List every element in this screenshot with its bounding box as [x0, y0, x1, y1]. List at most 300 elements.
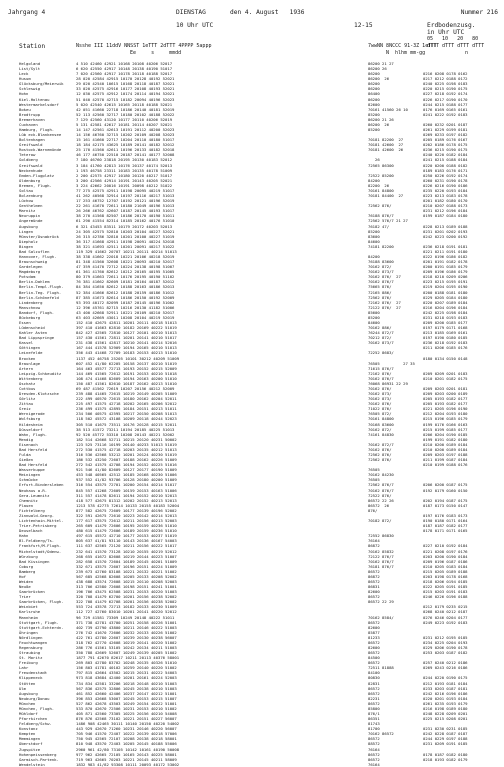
station-name: Fulda — [19, 452, 31, 458]
group-codes: 76181 876/7 — [368, 563, 394, 569]
station-name: Gießen — [19, 457, 34, 463]
group-codes: 86200 21 26 — [368, 116, 394, 122]
synop-codes: 76 381 41662 82609 10181 20164 40187 52012 — [76, 279, 175, 285]
station-name: Bamberg — [19, 568, 36, 574]
soil-temperatures: 0219 0204 0195 0190 — [423, 284, 468, 290]
synop-codes: 272 530 41575 42718 10203 20135 40212 51013 — [76, 446, 177, 452]
synop-codes: 156 803 41781 40102 10259 20140 40220 51002 — [76, 665, 177, 671]
code-column-header: Nsshe III 11ddV NNSST 1eTTT 2dTTT 4PPPP 5appp — [76, 43, 212, 49]
synop-codes: 1 193 46758 23311 10183 20135 40178 51009 — [76, 167, 173, 173]
station-name: Lingen — [19, 228, 34, 234]
group-codes: 76068 86931 22 29 — [368, 380, 408, 386]
group-codes: 70162 8584/ — [368, 614, 394, 620]
hour-range-label: 12-15 — [354, 22, 373, 29]
group-codes: 86572 — [368, 619, 380, 625]
synop-codes: 47 359 41470 72712 10224 20138 40198 51007 — [76, 264, 175, 270]
group-codes: 82200 26 — [368, 182, 390, 188]
soil-temperatures: 0223 0215 0195 0191 — [423, 279, 468, 285]
soil-temperatures: 0209 0196 0186 0179 — [423, 269, 468, 275]
synop-codes: 92 520 45772 53310 10208 20143 40221 52002 — [76, 431, 175, 437]
station-name: Feldberg/Schw. — [19, 721, 52, 727]
station-name: Berlin-Templ.Flugh. — [19, 284, 64, 290]
soil-temperatures: 0197 0176 0183 0173 — [423, 512, 468, 518]
group-codes: 86572 — [368, 736, 380, 742]
station-name: Memmingen — [19, 736, 41, 742]
group-codes: 70212 872/ — [368, 335, 392, 341]
station-name: Brocken — [19, 355, 36, 361]
soil-temperatures: 0216 0198 0189 0180 — [423, 705, 468, 711]
synop-codes: 196 706 43475 62508 10231 20153 40220 51003 — [76, 589, 177, 595]
synop-codes: 527 862 42678 43503 10249 20154 40222 51001 — [76, 700, 177, 706]
station-table — [0, 61, 504, 767]
station-name: Stötten — [19, 680, 36, 686]
synop-codes: 69 487 41562 72619 10207 20156 40212 52009 — [76, 386, 175, 391]
soil-temperatures: 0203 0200 0190 0184 — [423, 553, 468, 559]
station-name: Hamburg, Flugh. — [19, 127, 55, 133]
group-codes: 76182 47/ — [368, 223, 390, 229]
group-codes: 26 — [368, 157, 380, 163]
soil-temperatures: 0268 0240 0212 0187 — [423, 609, 468, 615]
soil-temperatures: 0223 0213 0183 0178 — [423, 193, 468, 199]
synop-codes: 51 040 42570 42715 10182 20094 40196 52023 — [76, 96, 175, 102]
station-name: Schmücke — [19, 477, 38, 483]
station-name: Wahn, Flugh. — [19, 431, 48, 437]
group-codes: 80830 — [368, 675, 380, 681]
group-codes: 86572 — [368, 685, 380, 691]
station-name: Cuxhaven — [19, 121, 38, 127]
group-codes: 70161 41560 26 10 — [368, 106, 408, 112]
station-name: Münster/Osnabrück — [19, 233, 59, 239]
soil-temperatures: 0209 0209 0201 0183 — [423, 370, 468, 376]
station-name: Marnitz — [19, 208, 36, 214]
station-name: List/Sylt — [19, 66, 41, 72]
soil-temperatures: 0220 0200 0188 0182 — [423, 162, 468, 168]
synop-codes: 232 641 41570 73128 10210 20155 40219 52012 — [76, 548, 177, 554]
soil-temperatures: 0242 0223 0200 0192 — [423, 233, 468, 239]
synop-codes: 332 671 43575 72607 10196 20151 40224 51009 — [76, 563, 177, 569]
station-name: Bandorf, Flugh. — [19, 309, 55, 315]
station-name: Bl.Feldberg/Ts. — [19, 538, 55, 544]
group-codes: 70162 876/7 — [368, 375, 394, 381]
station-name: Wittenberg — [19, 375, 43, 381]
station-name: Wernigerode — [19, 411, 45, 417]
soil-temperatures: 0199 0191 0182 0180 — [423, 436, 468, 442]
group-codes: 86572 — [368, 578, 380, 584]
synop-codes: 1213 578 42775 72614 10133 20155 40183 52004 — [76, 502, 180, 508]
synop-codes: 42 051 41660 22718 10186 20140 40181 52019 — [76, 106, 175, 112]
station-name: Neuburg/Donau — [19, 695, 50, 701]
soil-temperatures: 0248 0228 0209 0201 — [423, 711, 468, 716]
group-codes: 86572 — [368, 756, 380, 762]
group-codes: 85600 — [368, 309, 380, 315]
synop-codes: 52 113 42560 32717 10180 20102 40188 52022 — [76, 111, 175, 117]
group-codes: 76244 872/7 — [368, 330, 394, 336]
station-name: Genthelmen — [19, 203, 43, 209]
group-codes: 70162 876/ — [368, 446, 392, 452]
station-name: Leck — [19, 71, 29, 77]
group-codes: 82600 — [368, 624, 380, 630]
station-name: Hildesheim — [19, 421, 43, 427]
station-name: Goldberg — [19, 157, 38, 163]
soil-temperatures: 0200 0188 0181 0180 — [423, 289, 468, 295]
soil-temperatures: 0222 0196 0186 0182 — [423, 253, 468, 259]
soil-temperatures: 0276 0246 0204 0177 — [423, 614, 468, 620]
group-codes: 86200 — [368, 71, 380, 77]
soil-temperatures: 0242 0216 0196 0186 — [423, 690, 468, 696]
synop-codes: 607 452 41/80 62205 10158 20137 40210 51019 — [76, 360, 177, 366]
group-codes: 72122 876/ 27 — [368, 304, 401, 310]
soil-temperatures: 0203 0198 0178 0168 — [423, 573, 468, 579]
station-name: Braunschweig — [19, 259, 48, 265]
station-name: Manschnow — [19, 304, 41, 310]
group-codes: 86572 26 — [368, 502, 390, 508]
station-name: Weiden — [19, 578, 34, 584]
station-name: Hohenpeissenberg — [19, 751, 57, 757]
soil-temperatures: 0244 0215 0188 0177 — [423, 101, 468, 107]
station-name: Oberstdorf — [19, 741, 43, 747]
group-codes: 72552 86830 — [368, 533, 394, 539]
group-codes: 86572 — [368, 660, 380, 666]
synop-codes: 96 729 41581 73309 10249 20148 40222 51011 — [76, 614, 175, 620]
group-codes: 86872 — [368, 543, 380, 549]
group-codes: 72162 876/ — [368, 370, 392, 376]
synop-codes: 1832 983 41/82 93308 10111 20093 40172 53002 — [76, 761, 180, 767]
group-codes: 70162 873/ — [368, 396, 392, 402]
station-name: Ulm — [19, 685, 27, 691]
station-name: Essen — [19, 319, 31, 325]
synop-codes: 265 609 41479 72606 10195 20159 40236 51010 — [76, 523, 177, 529]
station-name: Hahn — [19, 533, 29, 539]
station-name: Neuhaus a.R. — [19, 487, 48, 493]
group-codes: 72522 876/ — [368, 492, 392, 498]
station-name: Berlin-Dahlem — [19, 279, 50, 285]
soil-temperatures: 0227 0218 0192 0174 — [423, 91, 468, 97]
synop-codes: 150 487 41561 82610 10187 20162 40213 51010 — [76, 380, 177, 386]
soil-temperatures: 0234 0225 0204 0193 — [423, 639, 468, 645]
soil-temperatures: 0218 0206 0194 0185 — [423, 578, 468, 584]
synop-codes: 84 384 41650 82612 10188 20163 40186 52013 — [76, 284, 175, 290]
group-codes: 72562 876/ — [368, 452, 392, 458]
station-name: Berlin-Schönefeld — [19, 294, 59, 300]
synop-codes: 567 836 42575 32806 10245 20138 40210 51003 — [76, 685, 177, 691]
group-codes: 70181 42600 27 — [368, 142, 404, 148]
synop-codes: 38 321 41693 42511 10201 20091 40217 51022 — [76, 243, 175, 249]
soil-temperatures: 0240 0225 0198 0183 — [423, 81, 468, 87]
synop-codes: 231 438 41561 42817 10210 20141 40214 52016 — [76, 340, 177, 346]
right-title-label: Erdbodenzusg. — [427, 22, 476, 29]
soil-temperatures: 0218 0193 0182 0179 — [423, 756, 468, 762]
group-codes: 76505 — [368, 477, 380, 483]
group-codes: 72122 876/7 — [368, 553, 394, 559]
station-name: Westermarkelsdorf — [19, 101, 59, 107]
group-codes: 82831 — [368, 680, 380, 686]
synop-codes: 402 739 42790 43800 10211 20146 40222 51003 — [76, 624, 177, 630]
station-name: Düsseldorf — [19, 426, 43, 432]
station-name: St. Moritz — [19, 655, 43, 661]
group-codes: 86572 22 26 — [368, 497, 394, 503]
synop-codes: 396 853 42668 53007 10245 20153 40215 51007 — [76, 695, 177, 701]
station-name: Greiz — [19, 406, 31, 412]
synop-codes: 5 020 42540 42615 10165 20118 40188 52021 — [76, 101, 173, 107]
soil-temperatures: 0222 0205 0191 0185 — [423, 584, 468, 590]
station-name: Kassel — [19, 340, 34, 346]
soil-temperatures: 0210 0200 0189 0184 — [423, 446, 468, 452]
soil-temperatures: 0210 0205 0183 0184 — [423, 563, 468, 569]
group-codes: 81700 — [368, 726, 380, 732]
soil-temperatures: 0269 0243 0216 0186 — [423, 665, 468, 671]
station-name: Rostock-Warnemünde — [19, 147, 62, 153]
station-name: Eisenach — [19, 441, 38, 447]
group-codes: 70168 83600 — [368, 421, 394, 427]
soil-temperatures: 0231 0209 0191 0185 — [423, 741, 468, 747]
station-name: Husum — [19, 76, 31, 82]
synop-codes: 316 536 42568 53212 10201 20124 40230 51019 — [76, 452, 177, 458]
station-name: Dresden-Klotzsche — [19, 391, 59, 397]
group-codes: 72562 876/ — [368, 203, 392, 209]
right-time-label: in Uhr UTC — [427, 29, 465, 36]
station-name: Weinbiet — [19, 604, 38, 610]
station-name: Wolfsburg — [19, 416, 41, 422]
soil-temperatures: 0206 0204 0190 0185 — [423, 431, 468, 437]
station-name: Oldenburg — [19, 177, 41, 183]
station-name: Kahler Asten — [19, 330, 48, 336]
station-name: Braunlage — [19, 360, 41, 366]
synop-codes: 438 688 43574 72608 10215 20110 40208 52003 — [76, 578, 177, 584]
station-name: Saarbrücken, Flugh. — [19, 599, 64, 605]
soil-temperatures: 0205 0189 0176 0167 — [423, 137, 468, 143]
group-codes: 86200 — [368, 86, 380, 92]
synop-codes: 805 637 41/81 93110 10143 20136 40167 54003 — [76, 538, 177, 544]
synop-codes: 2 200 42575 42917 10180 20120 40217 51017 — [76, 172, 173, 178]
station-name: Bremerhaven — [19, 116, 45, 122]
station-name: Bremen, Flugh. — [19, 182, 52, 188]
group-codes: 70162 872/ — [368, 426, 392, 432]
synop-codes: 28 020 42584 42915 10170 20128 40192 52021 — [76, 76, 175, 82]
group-codes: 86572 — [368, 751, 380, 757]
soil-temperatures: 0241 0222 0192 0183 — [423, 111, 468, 117]
synop-codes: 797 815 42664 43502 10215 20131 40222 54003 — [76, 670, 177, 676]
soil-temperatures: 0205 0193 0182 0177 — [423, 401, 468, 407]
soil-temperatures: 0216 0204 0196 0184 — [423, 304, 468, 310]
soil-temperatures: 0231 0212 0195 0185 — [423, 634, 468, 640]
group-codes: 70182 872/ — [368, 518, 392, 524]
group-codes: 71615 876/7 — [368, 365, 394, 371]
station-name: Meiningen — [19, 472, 41, 478]
synop-codes: 17 253 46752 12707 10192 20121 40196 52019 — [76, 198, 175, 204]
station-name: Freudenstadt — [19, 670, 48, 676]
soil-temperatures: 0199 0187 0184 0180 — [423, 213, 468, 219]
synop-codes: 322 591 42675 72610 10223 20142 40214 52013 — [76, 512, 177, 518]
station-name: Wasserkuppe — [19, 467, 45, 473]
synop-codes: 81 348 41560 32608 10221 20093 40210 52017 — [76, 259, 175, 265]
group-codes: 76188 83600 — [368, 259, 394, 265]
soil-temperatures: 0233 0203 0187 0181 — [423, 685, 468, 691]
soil-temperatures: 0197 0190 0180 0185 — [423, 335, 468, 341]
synop-codes: 46 177 46750 22510 20187 20141 40177 52008 — [76, 152, 175, 158]
station-name: Neckenhude — [19, 167, 43, 173]
station-name: Straubing — [19, 650, 41, 656]
soil-temperatures: 0209 0196 0187 0186 — [423, 558, 468, 564]
station-name: Trier — [19, 594, 31, 600]
synop-codes: 157 430 41561 72811 10201 20141 40210 51017 — [76, 335, 177, 341]
group-codes: 76164 — [368, 538, 380, 544]
group-codes: 74161 84830 — [368, 431, 394, 437]
station-name: Bingen — [19, 243, 34, 249]
group-codes: 70162 873/7 — [368, 269, 394, 275]
synop-codes: 118 502 45572 43108 10209 20118 40244 52023 — [76, 416, 177, 422]
station-name: Neuruppin — [19, 213, 41, 219]
station-name: Schleswig — [19, 86, 41, 92]
synop-codes: 239 488 41465 72615 10219 20149 40205 51009 — [76, 391, 177, 397]
synop-codes: 111 637 42565 72120 10211 20156 40222 51017 — [76, 543, 177, 549]
station-name: Konstanz — [19, 726, 38, 732]
synop-codes: 25 170 41560 42611 10196 20133 40182 52018 — [76, 147, 175, 153]
group-codes: 70162 873/ — [368, 391, 392, 397]
synop-codes: 2960 961 42/80 73105 10142 10161 40190 50008 — [76, 746, 180, 752]
station-name: Augsburg — [19, 690, 38, 696]
group-codes: 70162 84230 — [368, 472, 394, 478]
utc-time-label: 10 Uhr UTC — [176, 22, 214, 29]
mid-column-header: 7wwNN 8NCCC 91-3Z 1eTTT — [368, 43, 438, 49]
synop-codes: 26 266 46762 42607 10187 20145 40193 51017 — [76, 208, 175, 214]
synop-codes: 318 762 42770 42608 10219 20141 40220 51002 — [76, 639, 177, 645]
group-codes: 72165 886/ — [368, 289, 392, 295]
date-label: den 4. August 1936 — [230, 9, 305, 16]
station-name: München — [19, 700, 36, 706]
group-codes: 84600 — [368, 238, 380, 244]
synop-codes: 239 673 42760 83108 10221 20132 40221 51002 — [76, 568, 177, 574]
soil-temperatures: 0210 0199 0188 0176 — [423, 462, 468, 468]
synop-codes: 14 156 46760 32715 10202 20109 40208 52023 — [76, 132, 175, 138]
synop-codes: 3 224 42662 20016 10191 20098 40212 51022 — [76, 182, 173, 188]
soil-temperatures: 0211 0206 0185 0176 — [423, 345, 468, 351]
group-codes: 72162 876/ 27 — [368, 299, 401, 305]
synop-codes: 43 400 42668 52911 10221 20109 40210 52017 — [76, 309, 175, 315]
soil-temperatures: 0209 0203 0200 0189 — [423, 391, 468, 397]
synop-codes: 236 499 41575 42895 10184 20151 40213 51011 — [76, 406, 177, 412]
group-codes: 70162 876/ — [368, 386, 392, 391]
synop-codes: 269 803 42780 83702 10248 20135 40326 51010 — [76, 660, 177, 666]
group-codes: 76505 — [368, 467, 380, 473]
soil-temperatures: 0269 0233 0197 0182 — [423, 132, 468, 138]
synop-codes: 7 129 42560 43120 10177 20110 40206 52019 — [76, 116, 173, 122]
soil-temperatures: 0221 0211 0191 0180 — [423, 248, 468, 254]
group-codes: 85200 — [368, 111, 380, 117]
group-codes: 72562 876/ — [368, 457, 392, 463]
station-name: Mendig — [19, 436, 34, 442]
code-column-subheader: Ee s mmdd — [130, 50, 182, 56]
group-codes: 82600 — [368, 101, 380, 107]
synop-codes: 77 275 42575 42911 10198 20095 40219 51017 — [76, 187, 175, 193]
group-codes: 70162 872/7 — [368, 441, 394, 447]
station-name: Oschatz — [19, 380, 36, 386]
synop-codes: 350 788 42669 52607 10249 20139 40205 51002 — [76, 650, 177, 656]
station-name: Feuchtwangen — [19, 639, 48, 645]
station-name: Potsdam — [19, 274, 36, 280]
station-name: Leipzig-Schkeuditz — [19, 370, 62, 376]
soil-temperatures: 0215 0203 0191 0183 — [423, 589, 468, 595]
group-codes: 70162 876/ 27 — [368, 274, 401, 280]
soil-temperatures: 0220 0207 0189 0184 — [423, 299, 468, 305]
synop-codes: 418 577 42675 81312 10202 20152 40213 52013 — [76, 497, 177, 503]
synop-codes: 177 617 43575 72612 10211 20156 40213 52003 — [76, 518, 177, 524]
group-codes: 70161 84800 — [368, 187, 394, 193]
group-codes: 86200 21 27 — [368, 61, 394, 66]
group-codes: 86831 — [368, 584, 380, 590]
synop-codes: 87 385 41673 82614 10186 20150 40192 52009 — [76, 294, 175, 300]
station-name: Mühldorf — [19, 711, 38, 716]
soil-temperatures: 0202 0194 0187 0175 — [423, 497, 468, 503]
station-name: Wendelstein — [19, 761, 45, 767]
synop-codes: 38 270 41568 82507 10186 20170 40190 51011 — [76, 213, 175, 219]
group-codes: 72562 876/7 — [368, 482, 394, 488]
station-name: Erfurt-Bindersleben — [19, 482, 64, 488]
soil-temperatures: 0215 0196 0185 0179 — [423, 416, 468, 422]
synop-codes: 268 655 41672 82608 10219 20144 40223 51007 — [76, 553, 177, 559]
soil-temperatures: 0260 0231 0190 0178 — [423, 177, 468, 183]
synop-codes: 322 708 41479 62708 10201 20156 40238 52002 — [76, 599, 177, 605]
soil-temperatures: 0229 0205 0184 0180 — [423, 294, 468, 300]
synop-codes: 61 290 41554 82314 10185 20162 40176 51010 — [76, 218, 175, 224]
synop-codes: 845 557 41268 72609 10159 20153 40163 51006 — [76, 487, 177, 493]
soil-temperatures: 0244 0220 0190 0175 — [423, 675, 468, 681]
soil-temperatures: 0242 0228 0187 0187 — [423, 731, 468, 737]
soil-temperatures: 0240 0220 0182 0184 — [423, 152, 468, 158]
station-name: Lüb eck-Blankensee — [19, 132, 62, 138]
soil-temperatures: 0209 0203 0197 0188 — [423, 452, 468, 458]
soil-temperatures: 0213 0185 0169 0161 — [423, 330, 468, 336]
synop-codes: 567 685 42568 82608 10205 20133 40208 52002 — [76, 573, 177, 579]
group-codes: 70181 42600 26 — [368, 147, 404, 153]
station-name: Greifswald — [19, 142, 43, 148]
group-codes: 72252 8683/ — [368, 350, 394, 356]
synop-codes: 6 620 42550 42917 10148 20138 40190 51017 — [76, 66, 173, 72]
soil-temperatures: 0212 0179 0235 0215 — [423, 604, 468, 610]
station-name: Bad Salzuflen — [19, 248, 50, 254]
synop-codes: 313 706 42580 72608 10198 20151 40241 51001 — [76, 584, 177, 590]
group-codes: 82600 — [368, 589, 380, 595]
synop-codes: 12 396 45761 82715 10216 20130 41182 51006 — [76, 304, 175, 310]
station-name: Zugspitze — [19, 746, 41, 752]
soil-temperatures: 0236 0215 0190 0175 — [423, 147, 468, 153]
station-name: Pfarrkirchen — [19, 716, 48, 722]
group-codes: 75665 876/ — [368, 284, 392, 290]
group-codes: 70162 86572 — [368, 731, 394, 737]
synop-codes: 222 499 40570 72615 10180 20162 40204 52011 — [76, 396, 177, 402]
station-name: Greifswald — [19, 162, 43, 168]
group-codes: 70162 886/ — [368, 325, 392, 331]
synop-codes: 4 510 42460 42921 10168 20108 40206 52017 — [76, 61, 173, 66]
synop-codes: 167 444 41578 52909 10194 20165 40210 51013 — [76, 345, 177, 351]
synop-codes: 356 443 41468 72709 10183 20153 40213 51010 — [76, 350, 177, 356]
group-codes: 86572 — [368, 690, 380, 696]
station-name: Soltau — [19, 187, 34, 193]
group-codes: 86200 — [368, 96, 380, 102]
day-label: DIENSTAG — [176, 9, 206, 16]
station-name: Trier-Petrisberg — [19, 523, 57, 529]
station-name: Bad Kissingen — [19, 558, 50, 564]
group-codes: 81743 — [368, 721, 380, 727]
synop-codes: 6 321 43453 83511 10179 20172 40203 52013 — [76, 223, 173, 229]
synop-codes: 1486 908 42465 30111 10140 20150 40220 54002 — [76, 721, 180, 727]
station-name: Deuselbach — [19, 528, 43, 534]
soil-temperatures: 0215 0199 0185 0177 — [423, 426, 468, 432]
synop-codes: 144 469 41565 72612 10191 20153 40210 51018 — [76, 370, 177, 376]
soil-temperatures: 0197 0179 0171 0168 — [423, 325, 468, 331]
station-name: Gera-Leumnitz — [19, 492, 50, 498]
synop-codes: 973 818 43684 42400 10201 20161 40224 52003 — [76, 675, 177, 681]
group-codes: 85800 — [368, 705, 380, 711]
